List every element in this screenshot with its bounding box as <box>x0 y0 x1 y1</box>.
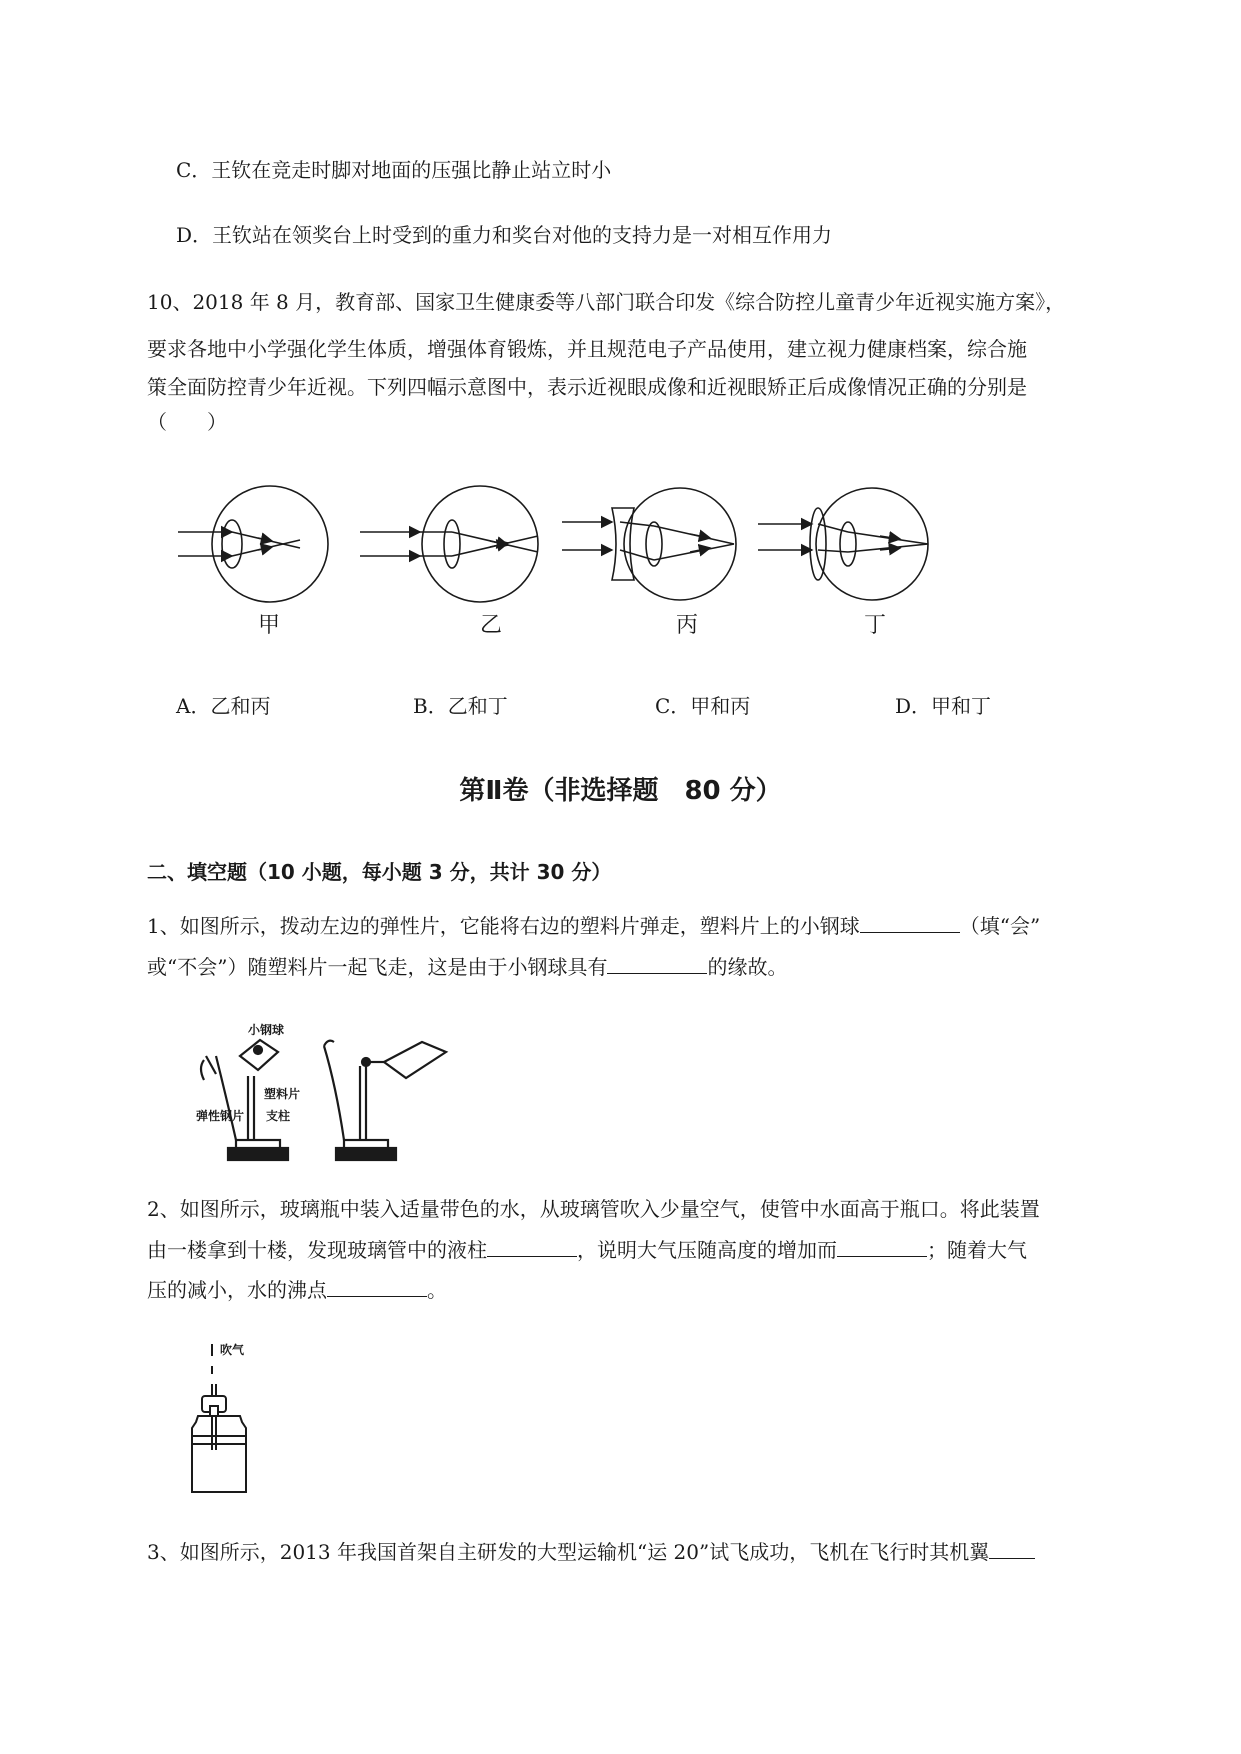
bottle-figure <box>188 1340 298 1500</box>
fill2-text-c: ；随着大气 <box>927 1238 1027 1262</box>
q10-line1: 10、2018 年 8 月，教育部、国家卫生健康委等八部门联合印发《综合防控儿童青少年近视实施方案》， <box>147 290 1066 314</box>
fill2-line1: 2、如图所示，玻璃瓶中装入适量带色的水，从玻璃管吹入少量空气，使管中水面高于瓶口。将此装置 <box>147 1197 1040 1221</box>
spring-plate-figure <box>196 1016 456 1166</box>
fill2-text-b: ，说明大气压随高度的增加而 <box>577 1238 837 1262</box>
fill2-line2 <box>147 1236 1027 1262</box>
fill1-text-d: 的缘故。 <box>707 955 788 979</box>
label-ball: 小钢球 <box>248 1023 285 1037</box>
fill2-text-e: 。 <box>427 1278 447 1302</box>
option-d: D．王钦站在领奖台上时受到的重力和奖台对他的支持力是一对相互作用力 <box>176 223 833 247</box>
section-fill-in: 二、填空题（10 小题，每小题 3 分，共计 30 分） <box>147 860 612 884</box>
eye-yi <box>360 486 538 602</box>
label-bing: 丙 <box>676 613 699 638</box>
fill1-text-b: （填“会” <box>959 914 1041 938</box>
option-c: C．王钦在竞走时脚对地面的压强比静止站立时小 <box>176 158 612 182</box>
fill3-line1 <box>147 1538 1035 1564</box>
label-jia: 甲 <box>258 613 281 638</box>
label-spring: 弹性钢片 <box>196 1109 245 1123</box>
q10-option-a: A．乙和丙 <box>176 694 271 718</box>
label-plastic: 塑料片 <box>264 1087 301 1101</box>
eye-bing <box>562 488 736 600</box>
fill2-blank-3[interactable] <box>327 1276 427 1297</box>
q10-option-c: C．甲和丙 <box>655 694 751 718</box>
label-column: 支柱 <box>266 1109 291 1123</box>
q10-line3: 策全面防控青少年近视。下列四幅示意图中，表示近视眼成像和近视眼矫正后成像情况正确的分别是 <box>147 375 1027 399</box>
fill1-text-c: 或“不会”）随塑料片一起飞走，这是由于小钢球具有 <box>147 955 608 979</box>
fill2-text-d: 压的减小，水的沸点 <box>147 1278 327 1302</box>
fill1-line1 <box>147 912 1040 938</box>
fill1-line2 <box>147 953 787 979</box>
part2-title: 第Ⅱ卷（非选择题 80 分） <box>459 776 782 806</box>
fill3-blank-1[interactable] <box>989 1538 1035 1559</box>
q10-line4: （ ） <box>147 410 227 434</box>
fill3-text: 3、如图所示，2013 年我国首架自主研发的大型运输机“运 20”试飞成功，飞机在飞行时其机翼 <box>147 1540 990 1564</box>
fill1-blank-2[interactable] <box>607 953 707 974</box>
label-ding: 丁 <box>864 613 887 638</box>
eye-diagrams <box>0 480 1241 640</box>
fill2-text-a: 由一楼拿到十楼，发现玻璃管中的液柱 <box>147 1238 487 1262</box>
label-yi: 乙 <box>480 613 503 638</box>
fill2-line3 <box>147 1276 447 1302</box>
eye-ding <box>758 488 928 600</box>
fill2-blank-2[interactable] <box>837 1236 927 1257</box>
q10-option-b: B．乙和丁 <box>413 694 508 718</box>
fill1-text-a: 1、如图所示，拨动左边的弹性片，它能将右边的塑料片弹走，塑料片上的小钢球 <box>147 914 860 938</box>
q10-option-d: D．甲和丁 <box>895 694 992 718</box>
label-blow: 吹气 <box>220 1343 245 1357</box>
fill2-blank-1[interactable] <box>487 1236 577 1257</box>
fill1-blank-1[interactable] <box>860 912 960 933</box>
eye-jia <box>178 486 328 602</box>
q10-line2: 要求各地中小学强化学生体质，增强体育锻炼，并且规范电子产品使用，建立视力健康档案，综合施 <box>147 337 1027 361</box>
